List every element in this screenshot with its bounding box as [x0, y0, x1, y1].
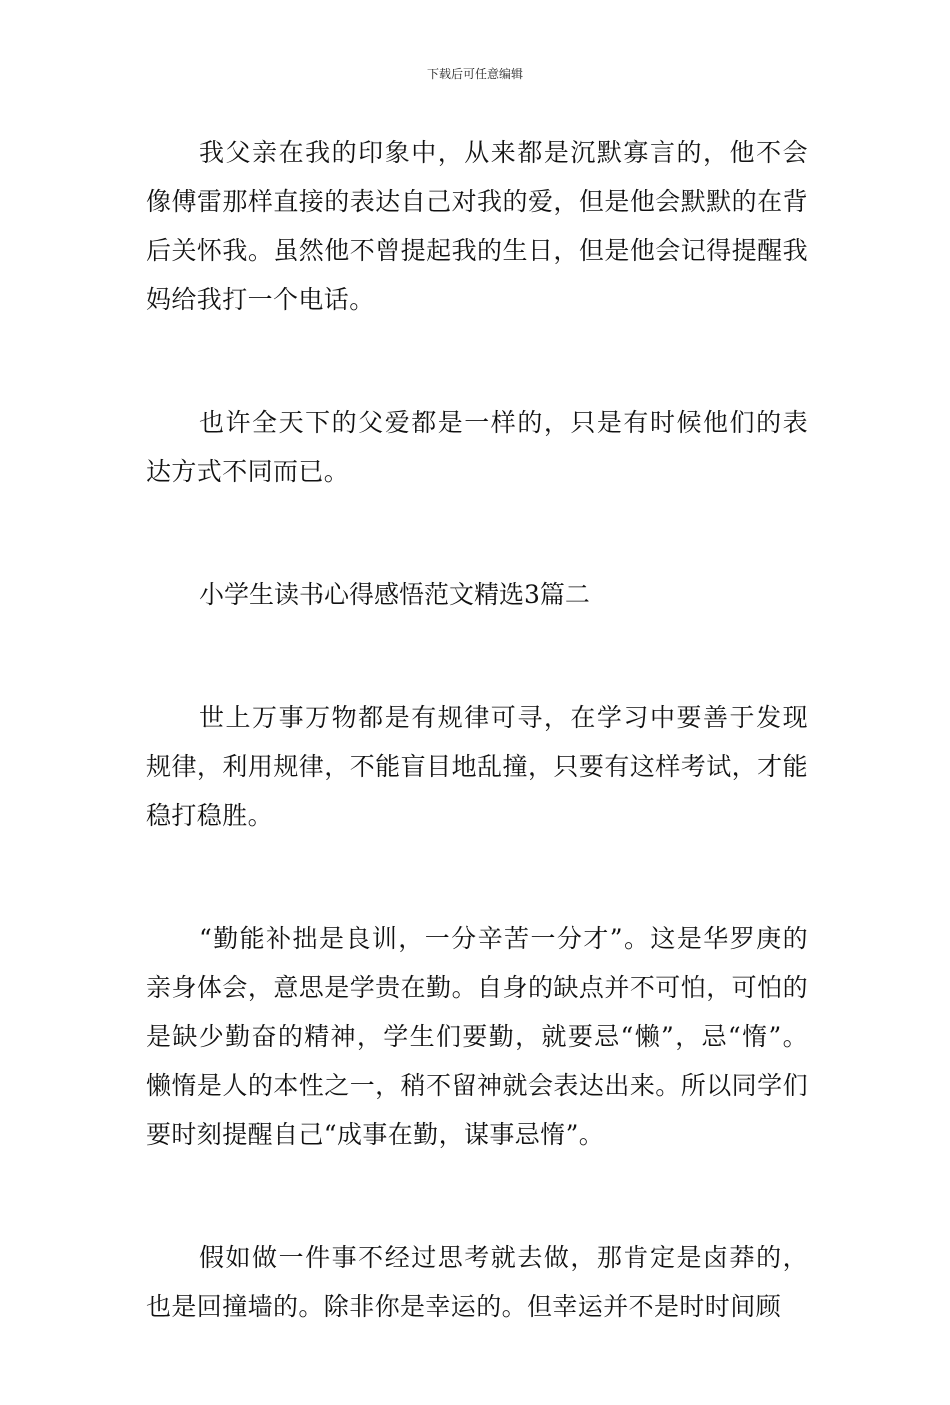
paragraph: 假如做一件事不经过思考就去做，那肯定是卤莽的，也是回撞墙的。除非你是幸运的。但幸运并不是时时间顾	[146, 1243, 808, 1321]
document-body	[146, 128, 808, 1405]
section-heading: 小学生读书心得感悟范文精选3篇二	[199, 580, 590, 609]
header-note: 下载后可任意编辑	[426, 67, 523, 81]
paragraph: 也许全天下的父爱都是一样的，只是有时候他们的表达方式不同而已。	[146, 408, 808, 486]
paragraph: 世上万事万物都是有规律可寻，在学习中要善于发现规律，利用规律，不能盲目地乱撞，只要有这样考试，才能稳打稳胜。	[146, 703, 808, 830]
paragraph: “勤能补拙是良训，一分辛苦一分才”。这是华罗庚的亲身体会，意思是学贵在勤。自身的缺点并不可怕，可怕的是缺少勤奋的精神，学生们要勤，就要忌“懒”，忌“惰”。懒惰是人的本性之一，稍不留神就会表达出来。所以同学们要时刻提醒自己“成事在勤，谋事忌惰”。	[146, 924, 808, 1149]
paragraph: 我父亲在我的印象中，从来都是沉默寡言的，他不会像傅雷那样直接的表达自己对我的爱，但是他会默默的在背后关怀我。虽然他不曾提起我的生日，但是他会记得提醒我妈给我打一个电话。	[146, 138, 808, 314]
